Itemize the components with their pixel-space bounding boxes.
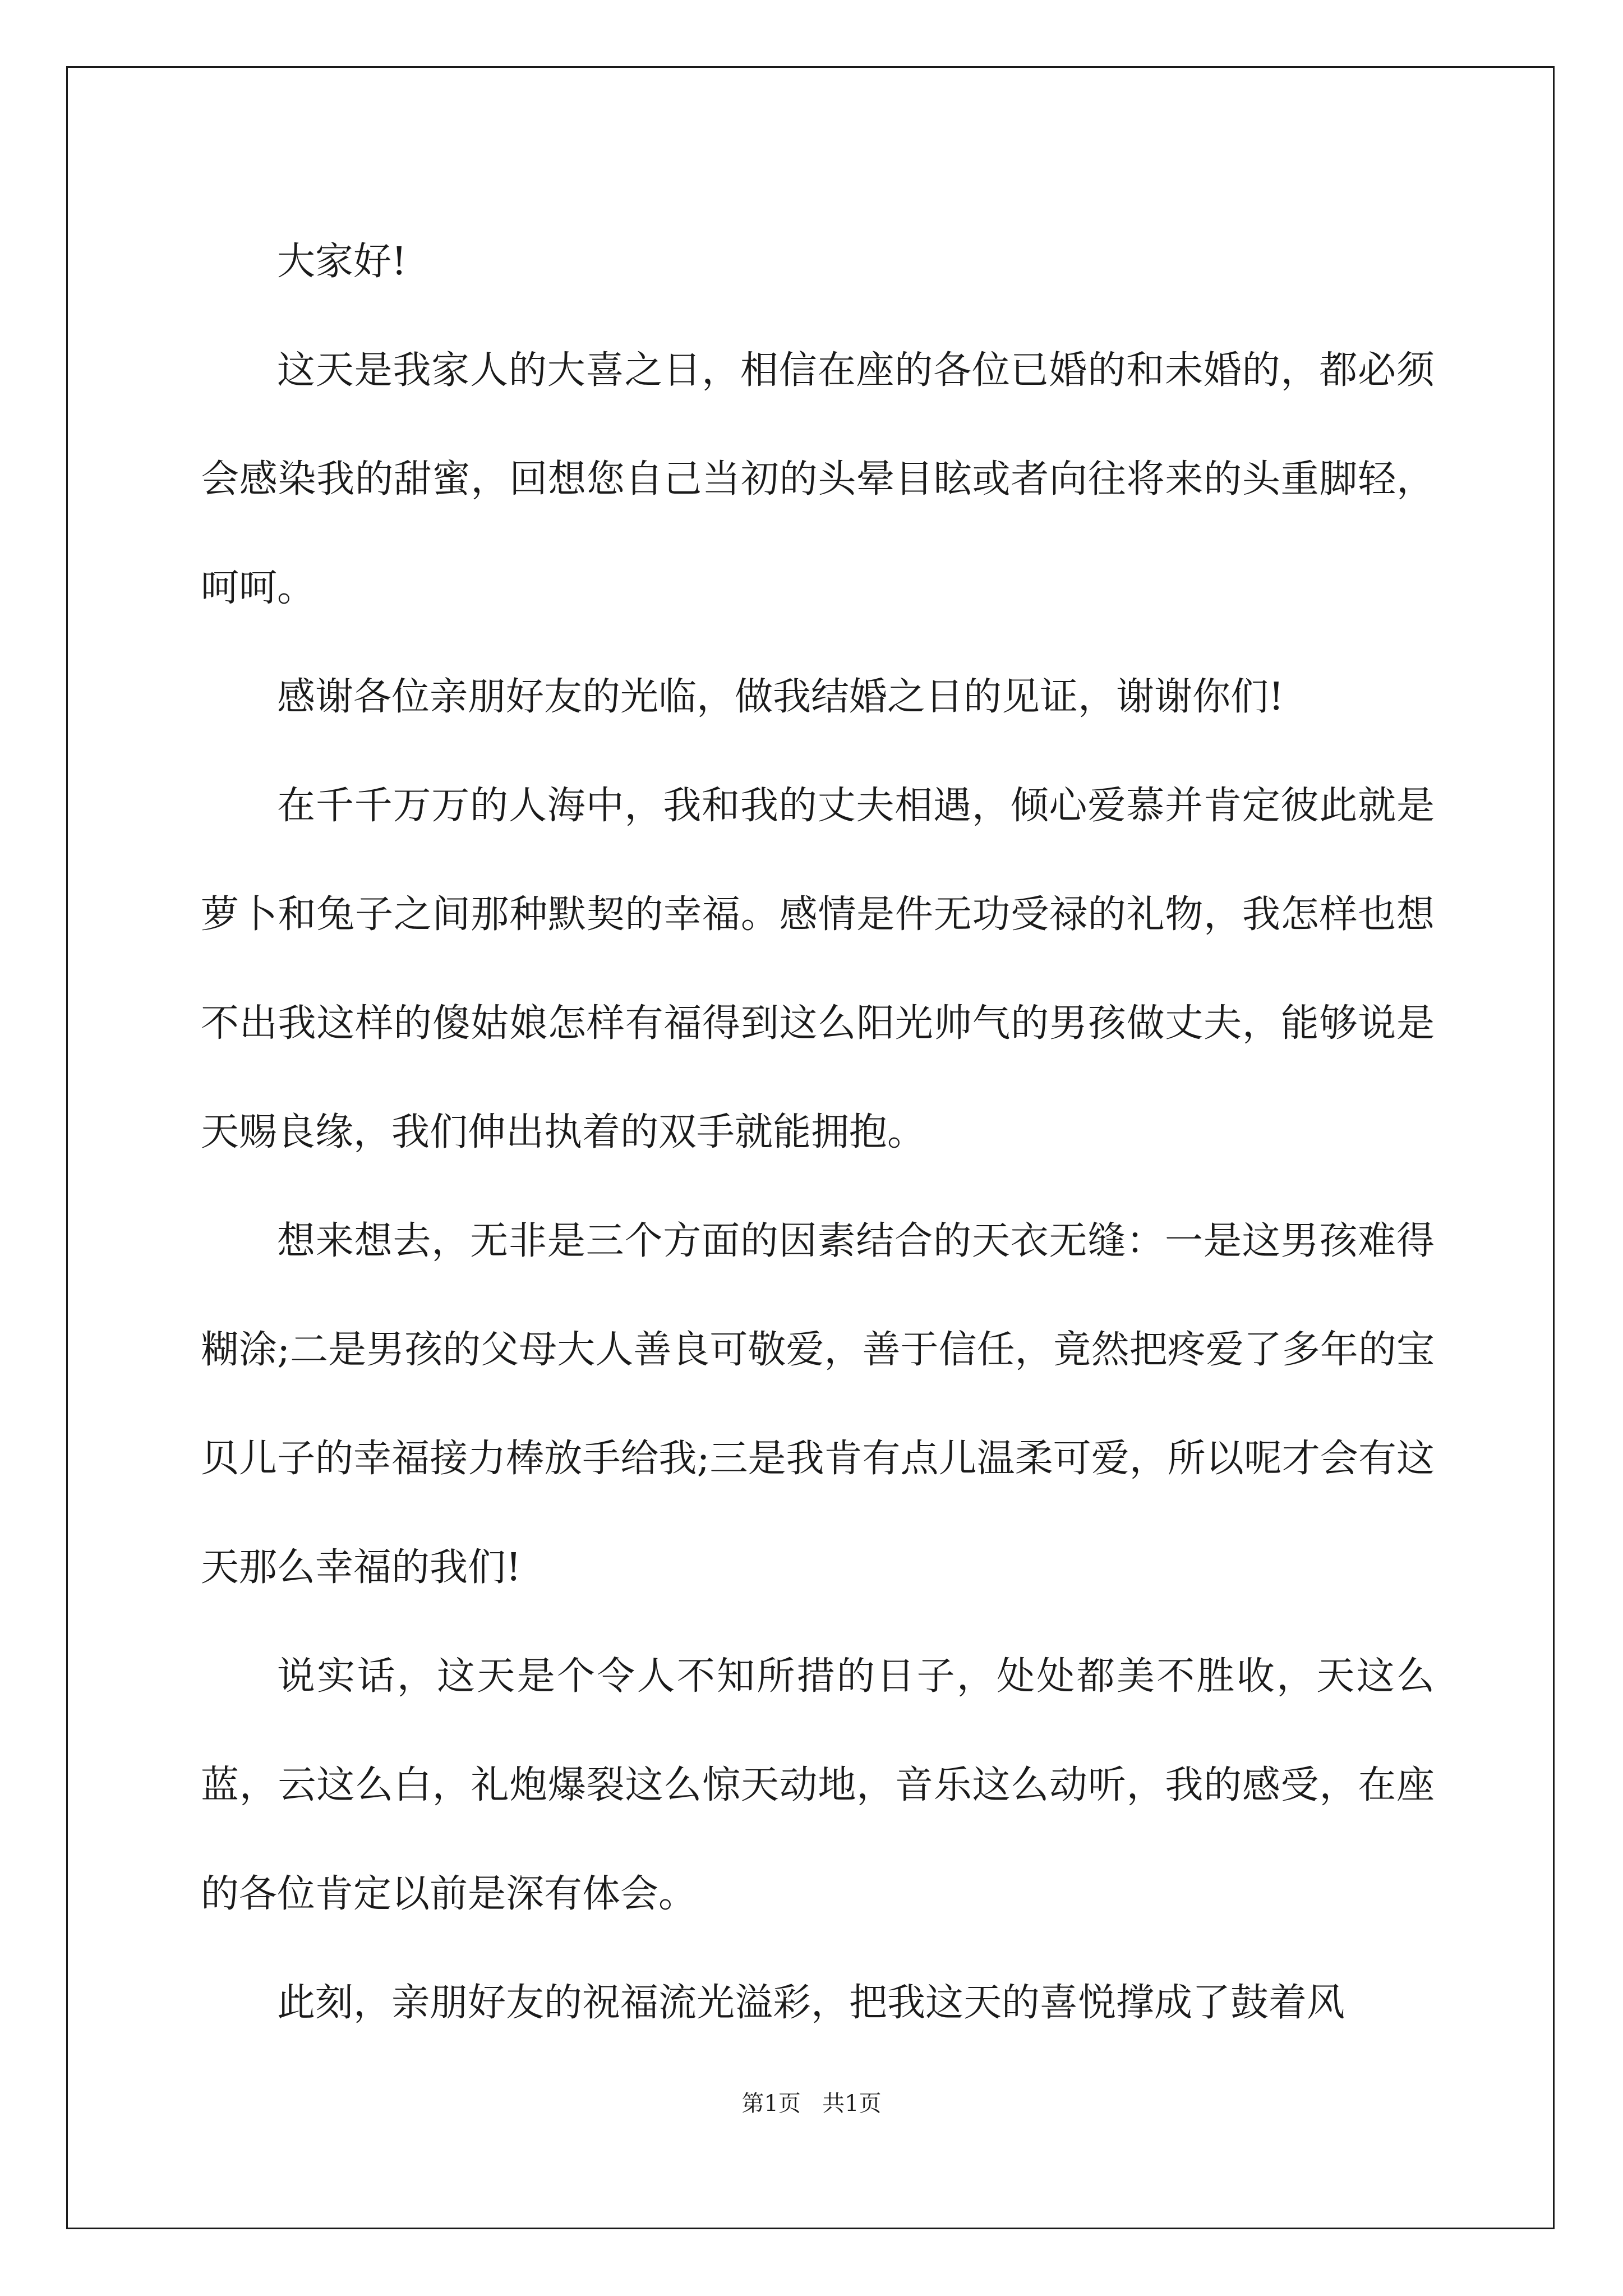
paragraph-greeting: 大家好! [277,240,407,284]
page-number-current: 第1页 [741,2091,801,2116]
paragraph-5: 说实话，这天是个令人不知所措的日子，处处都美不胜收，天这么蓝，云这么白，礼炮爆裂这么惊天动地，音乐这么动听，我的感受，在座的各位肯定以前是深有体会。 [201,1654,1435,1916]
paragraph-4: 想来想去，无非是三个方面的因素结合的天衣无缝：一是这男孩难得糊涂;二是男孩的父母大人善良可敬爱，善于信任，竟然把疼爱了多年的宝贝儿子的幸福接力棒放手给我;三是我肯有点儿温柔可爱，所以呢才会有这天那么幸福的我们! [201,1219,1435,1590]
paragraph-1: 这天是我家人的大喜之日，相信在座的各位已婚的和未婚的，都必须会感染我的甜蜜，回想您自己当初的头晕目眩或者向往将来的头重脚轻，呵呵。 [201,348,1435,610]
paragraph-3: 在千千万万的人海中，我和我的丈夫相遇，倾心爱慕并肯定彼此就是萝卜和兔子之间那种默契的幸福。感情是件无功受禄的礼物，我怎样也想不出我这样的傻姑娘怎样有福得到这么阳光帅气的男孩做丈夫，能够说是天赐良缘，我们伸出执着的双手就能拥抱。 [201,784,1435,1154]
page-footer [0,2086,1623,2118]
document-body [201,208,1435,2058]
page-number-total: 共1页 [822,2091,882,2116]
paragraph-6: 此刻，亲朋好友的祝福流光溢彩，把我这天的喜悦撑成了鼓着风 [277,1981,1345,2025]
paragraph-2: 感谢各位亲朋好友的光临，做我结婚之日的见证，谢谢你们! [277,675,1284,719]
